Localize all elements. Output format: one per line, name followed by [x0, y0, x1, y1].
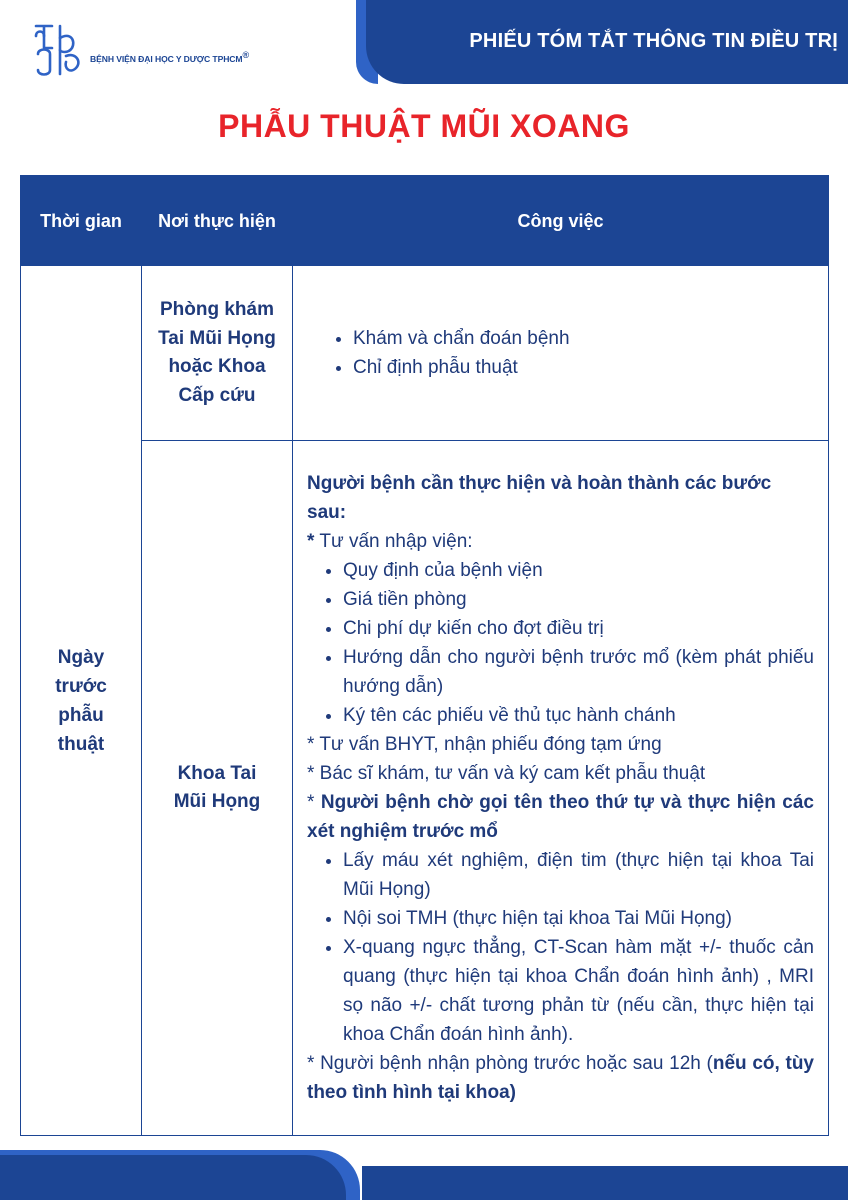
list-item: • Khám và chẩn đoán bệnh: [353, 324, 814, 353]
list-item: • Nội soi TMH (thực hiện tại khoa Tai Mũi Họng): [343, 904, 814, 933]
table-header-row: [21, 176, 829, 266]
list-item: • Ký tên các phiếu về thủ tục hành chánh: [343, 701, 814, 730]
column-header-time: Thời gian: [21, 176, 142, 266]
table-row: [21, 441, 829, 1136]
place-label: Phòng khám Tai Mũi Họng hoặc Khoa Cấp cứu: [158, 299, 276, 406]
hospital-logo: [32, 22, 252, 78]
list-item: • Giá tiền phòng: [343, 585, 814, 614]
banner-title: PHIẾU TÓM TẮT THÔNG TIN ĐIỀU TRỊ: [469, 30, 838, 52]
footer-band-left: [0, 1155, 346, 1200]
admission-list: [307, 556, 814, 730]
admission-heading: [307, 527, 814, 556]
room-text-bold: nếu có, tùy theo tình hình tại khoa): [307, 1053, 814, 1103]
time-label: Ngày trước phẫu thuật: [55, 646, 107, 755]
document-title: PHẪU THUẬT MŨI XOANG: [218, 108, 630, 144]
admission-star: *: [307, 531, 315, 552]
doctor-text: * Bác sĩ khám, tư vấn và ký cam kết phẫu thuật: [307, 763, 706, 784]
table-row: [21, 266, 829, 441]
admission-text: Tư vấn nhập viện:: [314, 531, 473, 552]
tests-star: *: [307, 792, 321, 813]
bhyt-text: * Tư vấn BHYT, nhận phiếu đóng tạm ứng: [307, 734, 662, 755]
tests-heading: [307, 788, 814, 846]
work-cell: [293, 441, 829, 1136]
list-item: • Chỉ định phẫu thuật: [353, 353, 814, 382]
list-item: • Quy định của bệnh viện: [343, 556, 814, 585]
place-label: Khoa Tai Mũi Họng: [173, 762, 261, 812]
list-item: • X-quang ngực thẳng, CT-Scan hàm mặt +/- thuốc cản quang (thực hiện tại khoa Chẩn đoán hình ảnh) , MRI sọ não +/- chất tương phản từ (nếu cần, thực hiện tại khoa Chẩn đoán hình ảnh).: [343, 933, 814, 1049]
list-item: • Chi phí dự kiến cho đợt điều trị: [343, 614, 814, 643]
hospital-name: BỆNH VIỆN ĐẠI HỌC Y DƯỢC TPHCM®: [90, 50, 250, 64]
footer-band-right: [362, 1166, 848, 1200]
intro-text: Người bệnh cần thực hiện và hoàn thành các bước sau:: [307, 473, 772, 523]
column-header-work: Công việc: [293, 176, 829, 266]
room-text-normal: * Người bệnh nhận phòng trước hoặc sau 12h (: [307, 1053, 713, 1074]
place-cell: [142, 266, 293, 441]
task-list: [307, 324, 814, 382]
tests-list: [307, 846, 814, 1049]
work-cell: [293, 266, 829, 441]
list-item: • Hướng dẫn cho người bệnh trước mổ (kèm phát phiếu hướng dẫn): [343, 643, 814, 701]
room-text: [307, 1049, 814, 1107]
tests-heading-text: Người bệnh chờ gọi tên theo thứ tự và thực hiện các xét nghiệm trước mổ: [307, 792, 814, 842]
list-item: • Lấy máu xét nghiệm, điện tim (thực hiện tại khoa Tai Mũi Họng): [343, 846, 814, 904]
treatment-schedule-table: [20, 175, 829, 1136]
place-cell: [142, 441, 293, 1136]
hospital-logo-icon: [32, 22, 86, 78]
column-header-place: Nơi thực hiện: [142, 176, 293, 266]
time-cell: [21, 266, 142, 1136]
banner-accent: [356, 0, 378, 84]
registered-mark: ®: [242, 50, 250, 60]
header-banner: [366, 0, 848, 84]
